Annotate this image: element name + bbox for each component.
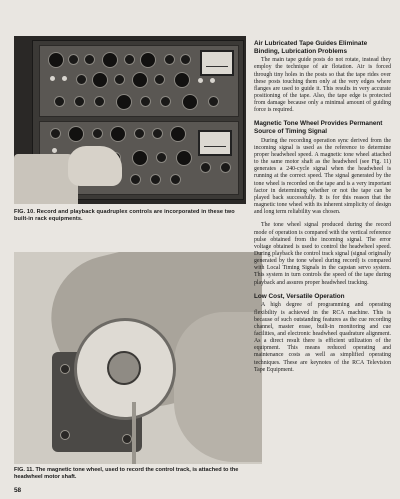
- control-knob: [132, 150, 148, 166]
- control-knob: [170, 174, 181, 185]
- control-knob: [92, 128, 103, 139]
- cable: [132, 402, 136, 464]
- figure-11-caption: FIG. 11. The magnetic tone wheel, used to record the control track, is attached to the headwheel motor shaft.: [14, 467, 239, 480]
- page-number: 58: [14, 487, 22, 494]
- upper-control-panel: [39, 45, 239, 117]
- figure-10-caption: FIG. 10. Record and playback quadruplex controls are incorporated in these two built-in rack equipments.: [14, 209, 235, 222]
- control-knob: [140, 96, 151, 107]
- magnetic-tone-wheel: [74, 318, 176, 420]
- indicator-lamp: [198, 78, 203, 83]
- paragraph: During the recording operation sync derived from the incoming signal is used as the reference to determine proper headwheel speed. A magnetic tone wheel attached to the same motor shaft as the headwheel (see Fig. 11) generates a 240-cycle signal when the headwheel is running at the correct speed. The signal generated by the tone wheel is recorded on the tape and is a very important factor in determining whether or not the tape can be played back successfully. It is for this reason that the magnetic tone wheel with its inherent simplicity of design and long term reliability was chosen.: [254, 137, 391, 216]
- control-knob: [102, 52, 118, 68]
- control-knob: [114, 74, 125, 85]
- control-knob: [180, 54, 191, 65]
- level-meter: [198, 130, 232, 156]
- control-knob: [150, 174, 161, 185]
- screw: [60, 430, 70, 440]
- paragraph: The main tape guide posts do not rotate, instead they employ the technique of air flotation. Air is forced through tiny holes in the posts so that the tape rides over these posts touching them only at the very edges where flanges are used to guide it. This results in very accurate positioning of the tape. Also, the tape edge is protected from damage because only a minimal amount of guiding force is required.: [254, 57, 391, 114]
- control-knob: [208, 96, 219, 107]
- control-knob: [130, 174, 141, 185]
- level-meter: [200, 50, 234, 76]
- figure-10-photo: [14, 36, 246, 204]
- control-knob: [124, 54, 135, 65]
- control-knob: [50, 128, 61, 139]
- control-knob: [156, 152, 167, 163]
- paragraph: The tone wheel signal produced during the record mode of operation is compared with the vertical reference pulse obtained from the incoming signal. The error voltage obtained is used to control the headwheel speed. During playback the control track signal (signal originally generated by the tone wheel during record) is compared with Local Timing Signals in the capstan servo system. This system in turn controls the speed of the tape during playback and assures proper headwheel tracking.: [254, 222, 391, 286]
- control-knob: [152, 128, 163, 139]
- control-knob: [68, 126, 84, 142]
- control-knob: [170, 126, 186, 142]
- control-knob: [140, 52, 156, 68]
- control-knob: [132, 72, 148, 88]
- control-knob: [68, 54, 79, 65]
- control-knob: [76, 74, 87, 85]
- indicator-lamp: [62, 76, 67, 81]
- control-knob: [54, 96, 65, 107]
- operator-hand: [174, 312, 262, 462]
- indicator-lamp: [52, 148, 57, 153]
- control-knob: [134, 128, 145, 139]
- control-knob: [182, 94, 198, 110]
- screw: [122, 434, 132, 444]
- section-heading: Low Cost, Versatile Operation: [254, 292, 345, 300]
- control-knob: [92, 72, 108, 88]
- control-knob: [116, 94, 132, 110]
- control-knob: [110, 126, 126, 142]
- operator-hand: [68, 146, 122, 186]
- screw: [60, 364, 70, 374]
- figure-11-photo: [14, 252, 262, 464]
- control-knob: [48, 52, 64, 68]
- section-heading: Air Lubricated Tape Guides Eliminate Binding, Lubrication Problems: [254, 40, 368, 55]
- control-knob: [164, 54, 175, 65]
- indicator-lamp: [210, 78, 215, 83]
- control-knob: [74, 96, 85, 107]
- control-knob: [160, 96, 171, 107]
- control-knob: [174, 72, 190, 88]
- paragraph: A high degree of programming and operating flexibility is achieved in the RCA machine. This is because of such outstanding features as the cue recording channel, master erase, built-in monitoring and cue facilities, and electronic headwheel quadrature alignment. As a direct result there is efficient utilization of the equipment. This means reduced operating and maintenance costs as well as simplified operating techniques. These are keynotes of the RCA Television Tape Equipment.: [254, 302, 391, 373]
- control-knob: [176, 150, 192, 166]
- indicator-lamp: [50, 76, 55, 81]
- control-knob: [220, 162, 231, 173]
- control-knob: [200, 162, 211, 173]
- section-heading: Magnetic Tone Wheel Provides Permanent Source of Timing Signal: [254, 120, 383, 136]
- control-knob: [154, 74, 165, 85]
- control-knob: [94, 96, 105, 107]
- article-column: [254, 40, 391, 380]
- control-knob: [84, 54, 95, 65]
